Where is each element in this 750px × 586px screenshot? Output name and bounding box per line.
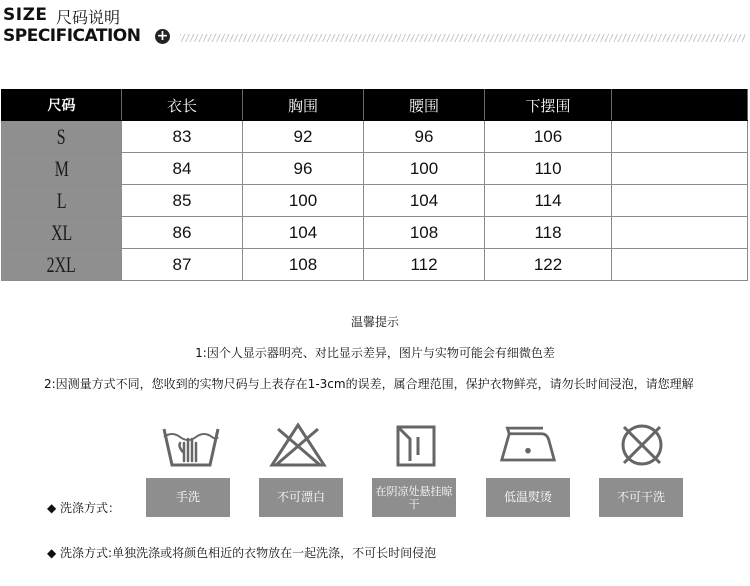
size-cell: M (2, 153, 122, 185)
chest-cell: 100 (243, 185, 364, 217)
size-cell: S (2, 121, 122, 153)
length-cell: 87 (122, 249, 243, 281)
table-row (2, 217, 748, 249)
page-header (0, 0, 750, 50)
empty-cell (612, 185, 748, 217)
waist-cell: 112 (364, 249, 485, 281)
col-header-chest: 胸围 (243, 90, 364, 121)
hand-wash-icon (160, 421, 220, 469)
size-cell: 2XL (2, 249, 122, 281)
waist-cell: 104 (364, 185, 485, 217)
waist-cell: 96 (364, 121, 485, 153)
table-header-row (2, 90, 748, 121)
size-heading-cn: 尺码说明 (56, 8, 121, 27)
wash-method-caption: ◆ 洗涤方式： (47, 501, 121, 515)
chest-cell: 108 (243, 249, 364, 281)
table-row (2, 185, 748, 217)
size-cell: L (2, 185, 122, 217)
empty-cell (612, 121, 748, 153)
empty-cell (612, 153, 748, 185)
no-bleach-icon (268, 421, 328, 469)
length-cell: 85 (122, 185, 243, 217)
table-row (2, 121, 748, 153)
col-header-length: 衣长 (122, 90, 243, 121)
size-cell: XL (2, 217, 122, 249)
chest-cell: 96 (243, 153, 364, 185)
chest-cell: 92 (243, 121, 364, 153)
waist-cell: 100 (364, 153, 485, 185)
table-row (2, 249, 748, 281)
hem-cell: 118 (485, 217, 612, 249)
care-label-low-iron: 低温熨烫 (486, 478, 570, 517)
tip-measurement-error: 2:因测量方式不同，您收到的实物尺码与上表存在1-3cm的误差，属合理范围，保护衣物鲜亮，请勿长时间浸泡，请您理解 (44, 377, 694, 391)
waist-cell: 108 (364, 217, 485, 249)
care-label-no-dry-clean: 不可干洗 (599, 478, 683, 517)
specification-heading: SPECIFICATION (3, 26, 141, 46)
col-header-waist: 腰围 (364, 90, 485, 121)
care-label-shade-dry: 在阴凉处悬挂晾干 (372, 478, 456, 517)
col-header-empty (612, 90, 748, 121)
empty-cell (612, 217, 748, 249)
size-heading: SIZE (3, 5, 48, 25)
care-label-no-bleach: 不可漂白 (259, 478, 343, 517)
shade-dry-icon (388, 421, 448, 469)
care-label-hand-wash: 手洗 (146, 478, 230, 517)
chest-cell: 104 (243, 217, 364, 249)
table-row (2, 153, 748, 185)
hem-cell: 106 (485, 121, 612, 153)
length-cell: 83 (122, 121, 243, 153)
length-cell: 84 (122, 153, 243, 185)
col-header-size: 尺码 (2, 90, 122, 121)
size-table (1, 89, 748, 281)
empty-cell (612, 249, 748, 281)
tip-display-difference: 1:因个人显示器明亮、对比显示差异，图片与实物可能会有细微色差 (195, 346, 555, 360)
wash-instruction-note: ◆ 洗涤方式:单独洗涤或将颜色相近的衣物放在一起洗涤，不可长时间侵泡 (47, 546, 437, 560)
no-dry-clean-icon (612, 421, 672, 469)
col-header-hem: 下摆围 (485, 90, 612, 121)
hem-cell: 122 (485, 249, 612, 281)
hem-cell: 110 (485, 153, 612, 185)
tips-title: 温馨提示 (350, 315, 399, 329)
plus-circle-icon: + (156, 28, 169, 44)
hem-cell: 114 (485, 185, 612, 217)
decorative-hatch-divider (180, 34, 746, 42)
low-iron-icon (498, 421, 558, 469)
length-cell: 86 (122, 217, 243, 249)
